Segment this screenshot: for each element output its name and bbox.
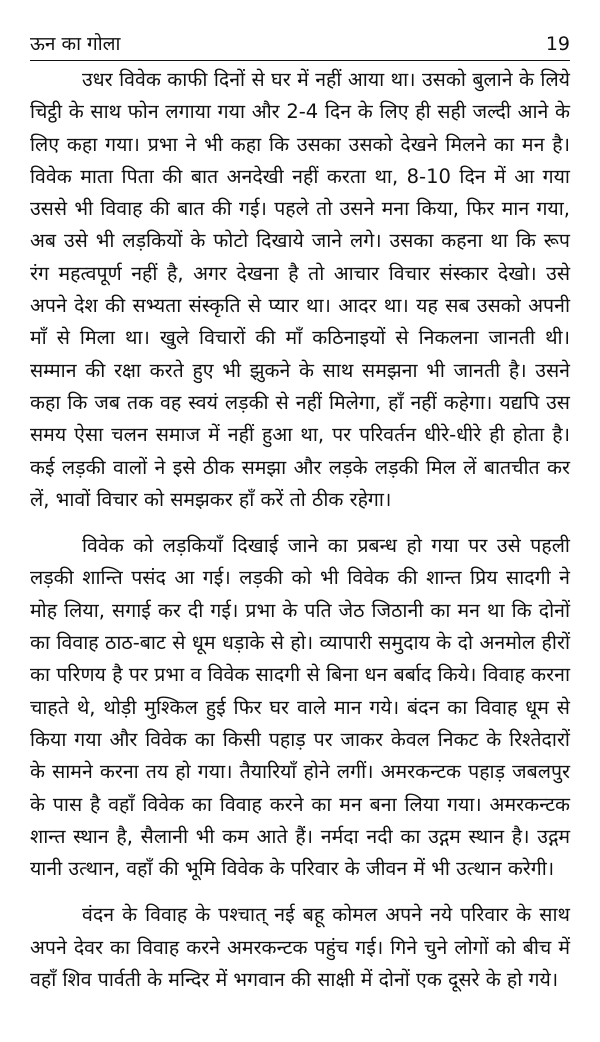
page-body: [30, 64, 570, 1010]
paragraph-3: वंदन के विवाह के पश्चात् नई बहू कोमल अपने नये परिवार के साथ अपने देवर का विवाह करने अमरकन्टक पहुंच गई। गिने चुने लोगों को बीच में वहाँ शिव पार्वती के मन्दिर में भगवान की साक्षी में दोनों एक दूसरे के हो गये।: [30, 903, 570, 992]
paragraph-2: विवेक को लड़कियाँ दिखाई जाने का प्रबन्ध हो गया पर उसे पहली लड़की शान्ति पसंद आ गई। लड़की को भी विवेक की शान्त प्रिय सादगी ने मोह लिया, सगाई कर दी गई। प्रभा के पति जेठ जिठानी का मन था कि दोनों का विवाह ठाठ-बाट से धूम धड़ाके से हो। व्यापारी समुदाय के दो अनमोल हीरों का परिणय है पर प्रभा व विवेक सादगी से बिना धन बर्बाद किये। विवाह करना चाहते थे, थोड़ी मुश्किल हुई फिर घर वाले मान गये। बंदन का विवाह धूम से किया गया और विवेक का किसी पहाड़ पर जाकर केवल निकट के रिश्तेदारों के सामने करना तय हो गया। तैयारियाँ होने लगीं। अमरकन्टक पहाड़ जबलपुर के पास है वहाँ विवेक का विवाह करने का मन बना लिया गया। अमरकन्टक शान्त स्थान है, सैलानी भी कम आते हैं। नर्मदा नदी का उद्गम स्थान है। उद्गम यानी उत्थान, वहाँ की भूमि विवेक के परिवार के जीवन में भी उत्थान करेगी।: [30, 534, 570, 881]
page-number: 19: [545, 33, 570, 55]
running-header: [30, 30, 570, 56]
paragraph-1: उधर विवेक काफी दिनों से घर में नहीं आया था। उसको बुलाने के लिये चिट्ठी के साथ फोन लगाया गया और 2-4 दिन के लिए ही सही जल्दी आने के लिए कहा गया। प्रभा ने भी कहा कि उसका उसको देखने मिलने का मन है। विवेक माता पिता की बात अनदेखी नहीं करता था, 8-10 दिन में आ गया उससे भी विवाह की बात की गई। पहले तो उसने मना किया, फिर मान गया, अब उसे भी लड़कियों के फोटो दिखाये जाने लगे। उसका कहना था कि रूप रंग महत्वपूर्ण नहीं है, अगर देखना है तो आचार विचार संस्कार देखो। उसे अपने देश की सभ्यता संस्कृति से प्यार था। आदर था। यह सब उसको अपनी माँ से मिला था। खुले विचारों की माँ कठिनाइयों से निकलना जानती थी। सम्मान की रक्षा करते हुए भी झुकने के साथ समझना भी जानती है। उसने कहा कि जब तक वह स्वयं लड़की से नहीं मिलेगा, हाँ नहीं कहेगा। यद्यपि उस समय ऐसा चलन समाज में नहीं हुआ था, पर परिवर्तन धीरे-धीरे ही होता है। कई लड़की वालों ने इसे ठीक समझा और लड़के लड़की मिल लें बातचीत कर लें, भावों विचार को समझकर हाँ करें तो ठीक रहेगा।: [30, 68, 570, 511]
header-divider: [30, 60, 570, 61]
book-title: ऊन का गोला: [30, 33, 121, 55]
